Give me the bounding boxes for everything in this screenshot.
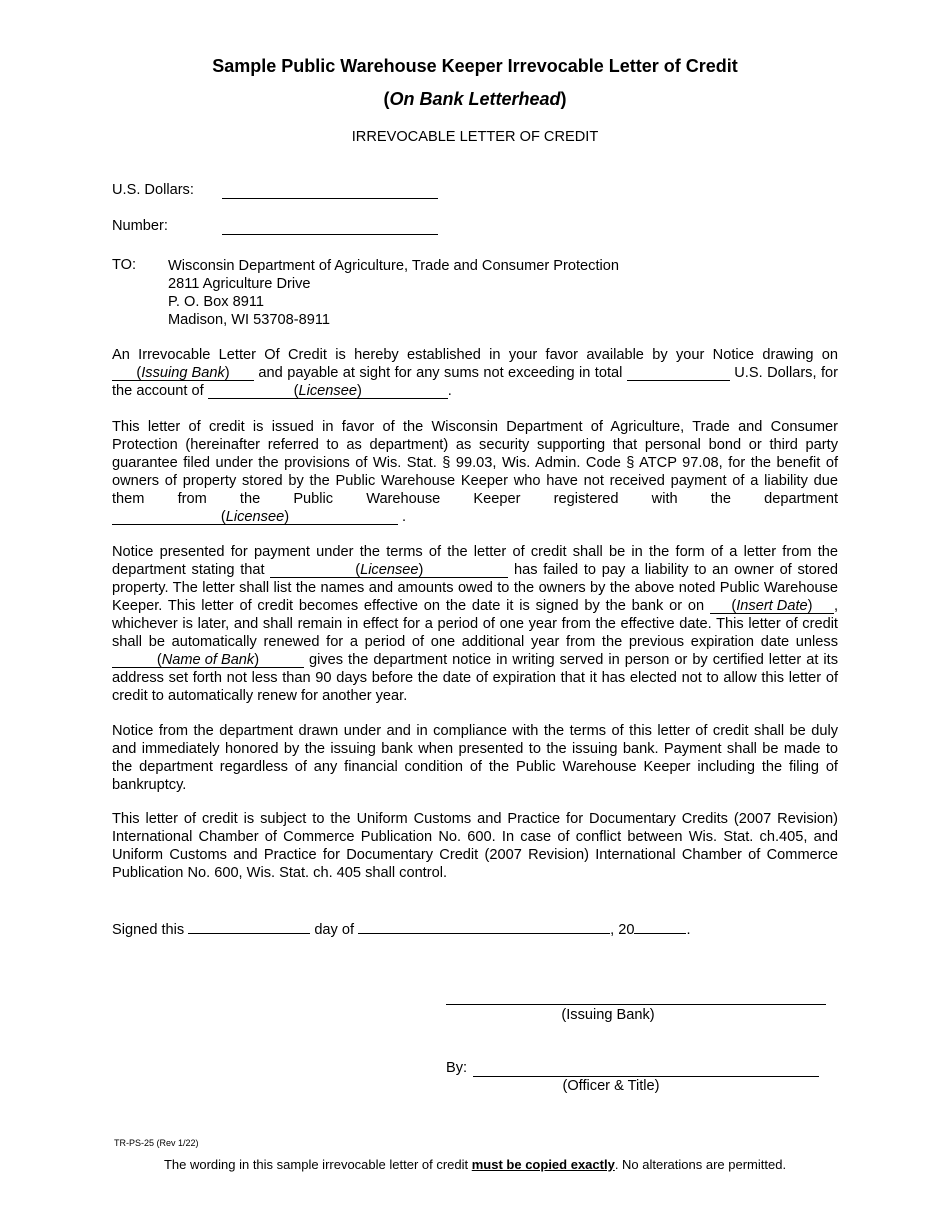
by-label: By:	[446, 1060, 468, 1076]
text: An Irrevocable Letter Of Credit is hereby established in your favor available by your Notice drawing on	[112, 347, 838, 363]
paragraph-establishment	[112, 346, 838, 400]
licensee-blank[interactable]: (Licensee)	[208, 384, 448, 399]
text: U.S. Dollars, for the account of	[112, 365, 838, 399]
text: .	[686, 922, 691, 938]
document-title: Sample Public Warehouse Keeper Irrevocable Letter of Credit	[212, 56, 738, 76]
licensee-blank[interactable]: (Licensee)	[112, 510, 398, 525]
text: . No alterations are permitted.	[614, 1157, 787, 1172]
text: , 20	[610, 922, 635, 938]
address-line: Wisconsin Department of Agriculture, Trade and Consumer Protection	[168, 258, 619, 274]
text: has failed to pay a liability to an owner of stored property. The letter shall list the names and amounts owed to the owners by the above noted Public Warehouse Keeper. This letter of credit becomes effective on the date it is signed by the bank or on	[112, 562, 839, 614]
form-id: TR-PS-25 (Rev 1/22)	[114, 1138, 199, 1148]
address-line: 2811 Agriculture Drive	[168, 276, 311, 292]
letter-heading: IRREVOCABLE LETTER OF CREDIT	[351, 129, 599, 145]
paragraph-notice	[112, 543, 838, 705]
footer-note	[0, 1157, 950, 1172]
bank-name-blank[interactable]: (Name of Bank)	[112, 653, 304, 668]
text: .	[398, 509, 407, 525]
text: Signed this	[112, 922, 189, 938]
subtitle-open: (	[383, 89, 390, 109]
blank-hint: Licensee	[298, 383, 357, 399]
usd-blank[interactable]	[222, 183, 438, 199]
address-line: Madison, WI 53708-8911	[168, 312, 330, 328]
to-address	[168, 257, 619, 329]
signed-line	[112, 918, 691, 938]
signed-day-blank[interactable]	[188, 918, 310, 934]
text: , whichever is later, and shall remain in effect for a period of one year from the effective date. This letter of credit shall be automatically renewed for a period of one additional year from the previous expiration date unless	[112, 598, 838, 650]
subtitle-close: )	[560, 89, 567, 109]
paragraph-ucp	[112, 810, 838, 882]
issuing-bank-caption: (Issuing Bank)	[561, 1007, 655, 1023]
number-blank[interactable]	[222, 219, 438, 235]
blank-hint: Licensee	[225, 509, 285, 525]
usd-label: U.S. Dollars:	[112, 182, 194, 198]
licensee-blank[interactable]: (Licensee)	[270, 563, 508, 578]
officer-caption: (Officer & Title)	[562, 1078, 660, 1094]
blank-hint: Licensee	[360, 562, 419, 578]
text: and payable at sight for any sums not exceeding in total	[254, 365, 627, 381]
number-label: Number:	[112, 218, 168, 234]
document-subtitle	[0, 89, 950, 110]
issuing-bank-signature-line[interactable]	[446, 988, 826, 1005]
text: day of	[310, 922, 359, 938]
paragraph-honor	[112, 722, 838, 794]
officer-signature-line[interactable]	[473, 1061, 819, 1077]
text: Notice from the department drawn under and in compliance with the terms of this letter of credit shall be duly and immediately honored by the issuing bank when presented to the issuing bank. Payment shall be made to the department regardless of any financial condition of the Public Warehouse Keeper including the filing of bankruptcy.	[112, 723, 838, 793]
address-line: P. O. Box 8911	[168, 294, 265, 310]
text: gives the department notice in writing served in person or by certified letter at its address set forth not less than 90 days before the date of expiration that it has elected not to allow this letter of credit to automatically renew for another year.	[112, 652, 838, 704]
blank-hint: Issuing Bank	[141, 365, 225, 381]
amount-blank[interactable]	[627, 366, 730, 381]
signed-month-blank[interactable]	[358, 918, 610, 934]
text: Notice presented for payment under the terms of the letter of credit shall be in the form of a letter from the department stating that	[112, 544, 838, 578]
issuing-bank-blank[interactable]: (Issuing Bank)	[112, 366, 254, 381]
text: This letter of credit is issued in favor of the Wisconsin Department of Agriculture, Trade and Consumer Protection (hereinafter referred to as department) as security supporting that personal bond or third party guarantee filed under the provisions of Wis. Stat. § 99.03, Wis. Admin. Code § ATCP 97.08, for the benefit of owners of property stored by the Public Warehouse Keeper who have not received payment of a liability due them from the Public Warehouse Keeper registered with the department	[112, 419, 838, 507]
paragraph-favor	[112, 418, 838, 526]
to-label: TO:	[112, 257, 137, 273]
text: This letter of credit is subject to the Uniform Customs and Practice for Documentary Credits (2007 Revision) International Chamber of Commerce Publication No. 600. In case of conflict between Wis. Stat. ch.405, and Uniform Customs and Practice for Documentary Credit (2007 Revision) International Chamber of Commerce Publication No. 600, Wis. Stat. ch. 405 shall control.	[112, 811, 838, 881]
blank-hint: Insert Date	[736, 598, 808, 614]
subtitle-italic: On Bank Letterhead	[389, 89, 561, 109]
footer-emphasis: must be copied exactly	[471, 1157, 615, 1172]
text: .	[447, 383, 452, 399]
text: The wording in this sample irrevocable letter of credit	[163, 1157, 472, 1172]
signed-year-blank[interactable]	[634, 918, 686, 934]
insert-date-blank[interactable]: (Insert Date)	[710, 599, 834, 614]
blank-hint: Name of Bank	[161, 652, 255, 668]
